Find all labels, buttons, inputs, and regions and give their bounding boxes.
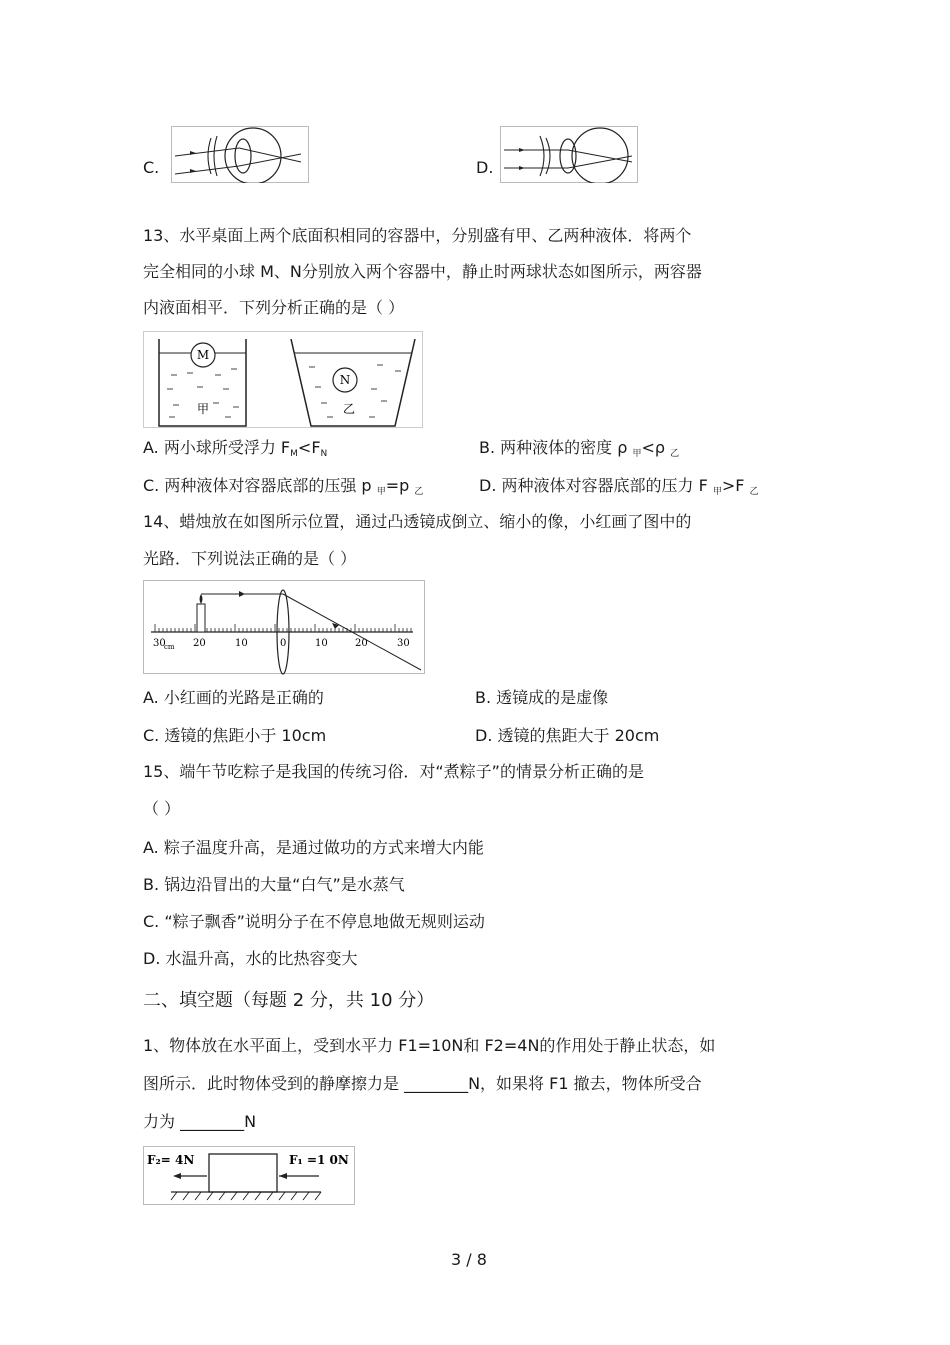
q15-text-line1: 15、端午节吃粽子是我国的传统习俗．对“煮粽子”的情景分析正确的是 xyxy=(143,762,644,781)
q13-text-line1: 13、水平桌面上两个底面积相同的容器中，分别盛有甲、乙两种液体．将两个 xyxy=(143,226,692,245)
q15-option-c: C. “粽子飘香”说明分子在不停息地做无规则运动 xyxy=(143,912,485,931)
q15-text-line2: （ ） xyxy=(143,799,181,818)
fill1-text-line1: 1、物体放在水平面上，受到水平力 F1=10N和 F2=4N的作用处于静止状态，如 xyxy=(143,1036,716,1055)
liquid-jia-label: 甲 xyxy=(196,402,210,416)
fill1-text-line3: 力为 ________N xyxy=(143,1112,257,1131)
ball-n-label: N xyxy=(339,373,351,387)
scale-label-0: 0 xyxy=(280,638,287,649)
scale-label-10-left: 10 xyxy=(235,638,248,649)
force-f1-label: F₁ =1 0N xyxy=(289,1153,349,1167)
q12-option-d-label: D. xyxy=(476,158,494,177)
liquid-yi-label: 乙 xyxy=(342,402,356,416)
scale-label-10-right: 10 xyxy=(315,638,328,649)
fill1-force-figure xyxy=(143,1146,356,1206)
q13-option-b: B. 两种液体的密度 ρ $_甲$<ρ $_乙$ xyxy=(479,438,680,459)
fill1-text-line2: 图所示．此时物体受到的静摩擦力是 ________N，如果将 F1 撤去，物体所受合 xyxy=(143,1074,702,1093)
q13-text-line3: 内液面相平．下列分析正确的是（ ） xyxy=(143,298,405,317)
q14-option-c: C. 透镜的焦距小于 10cm xyxy=(143,726,327,745)
force-f2-label: F₂= 4N xyxy=(147,1153,195,1167)
q15-option-b: B. 锅边沿冒出的大量“白气”是水蒸气 xyxy=(143,875,405,894)
scale-label-30-right: 30 xyxy=(397,638,410,649)
q14-option-a: A. 小红画的光路是正确的 xyxy=(143,688,324,707)
q14-option-d: D. 透镜的焦距大于 20cm xyxy=(475,726,660,745)
page-number: 3 / 8 xyxy=(451,1250,487,1269)
scale-label-20-right: 20 xyxy=(355,638,368,649)
q12-option-c-label: C. xyxy=(143,158,160,177)
q13-option-a: A. 两小球所受浮力 $F_M<F_N$ xyxy=(143,438,328,459)
q12-option-d-eye-diagram xyxy=(500,126,639,183)
q14-option-b: B. 透镜成的是虚像 xyxy=(475,688,609,707)
scale-label-20-left: 20 xyxy=(193,638,206,649)
q13-containers-figure xyxy=(143,331,424,429)
q14-text-line2: 光路．下列说法正确的是（ ） xyxy=(143,549,357,568)
q14-text-line1: 14、蜡烛放在如图所示位置，通过凸透镜成倒立、缩小的像，小红画了图中的 xyxy=(143,512,692,531)
q13-option-d: D. 两种液体对容器底部的压力 F $_甲$>F $_乙$ xyxy=(479,476,759,497)
q13-option-c: C. 两种液体对容器底部的压强 p $_甲$=p $_乙$ xyxy=(143,476,424,497)
q14-lens-figure xyxy=(143,580,426,675)
scale-label-30-left: 30 xyxy=(153,638,166,649)
q15-option-d: D. 水温升高，水的比热容变大 xyxy=(143,949,358,968)
q15-option-a: A. 粽子温度升高，是通过做功的方式来增大内能 xyxy=(143,838,484,857)
q12-option-c-eye-diagram xyxy=(171,126,310,183)
section-2-title: 二、填空题（每题 2 分，共 10 分） xyxy=(143,990,435,1011)
ball-m-label: M xyxy=(196,348,210,362)
q13-text-line2: 完全相同的小球 M、N分别放入两个容器中，静止时两球状态如图所示，两容器 xyxy=(143,262,702,281)
scale-unit: cm xyxy=(164,643,175,651)
